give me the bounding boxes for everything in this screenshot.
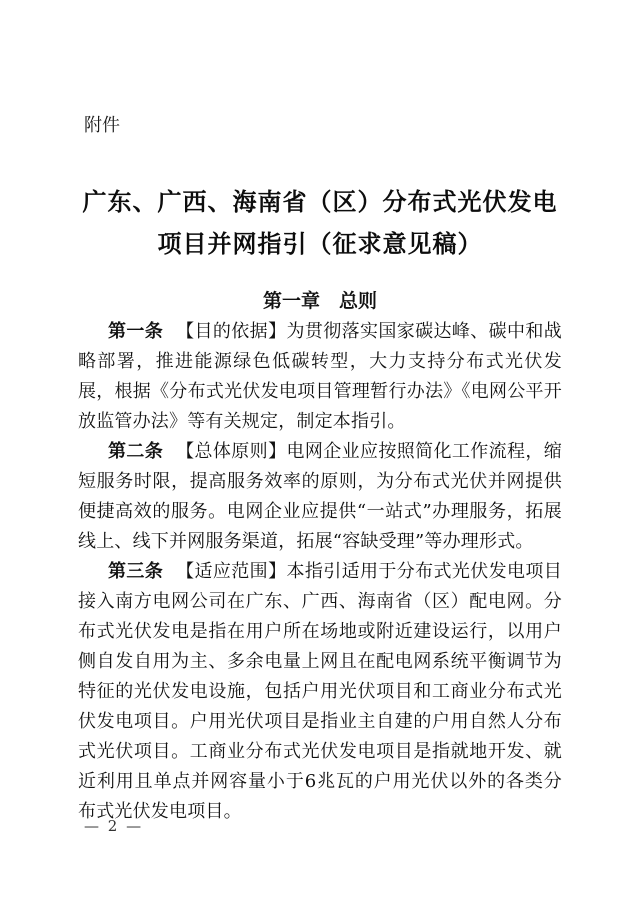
document-title [0, 181, 640, 265]
article-2-text: 【总体原则】电网企业应按照简化工作流程，缩短服务时限，提高服务效率的原则，为分布式光伏并网提供便捷高效的服务。电网企业应提供“一站式”办理服务，拓展线上、线下并网服务渠道，拓展“容缺受理”等办理形式。 [78, 441, 562, 552]
chapter-heading: 第一章 总则 [262, 290, 377, 312]
document-title-line1: 广东、广西、海南省（区）分布式光伏发电 [82, 187, 558, 216]
document-body [78, 317, 562, 827]
page-number: — 2 — [84, 817, 144, 835]
article-1-number: 第一条 [108, 321, 164, 342]
article-3-paragraph [78, 557, 562, 827]
article-1-paragraph [78, 317, 562, 437]
article-3-number: 第三条 [108, 561, 164, 582]
article-2-paragraph [78, 437, 562, 557]
article-1-text: 【目的依据】为贯彻落实国家碳达峰、碳中和战略部署，推进能源绿色低碳转型，大力支持分布式光伏发展，根据《分布式光伏发电项目管理暂行办法》《电网公平开放监管办法》等有关规定，制定本指引。 [78, 321, 562, 432]
article-2-number: 第二条 [108, 441, 164, 462]
article-3-text: 【适应范围】本指引适用于分布式光伏发电项目接入南方电网公司在广东、广西、海南省（区）配电网。分布式光伏发电是指在用户所在场地或附近建设运行，以用户侧自发自用为主、多余电量上网且在配电网系统平衡调节为特征的光伏发电设施，包括户用光伏项目和工商业分布式光伏发电项目。户用光伏项目是指业主自建的户用自然人分布式光伏项目。工商业分布式光伏发电项目是指就地开发、就近利用且单点并网容量小于6兆瓦的户用光伏以外的各类分布式光伏发电项目。 [78, 561, 562, 822]
attachment-label: 附件 [84, 115, 120, 136]
document-title-line2: 项目并网指引（征求意见稿） [157, 229, 483, 258]
